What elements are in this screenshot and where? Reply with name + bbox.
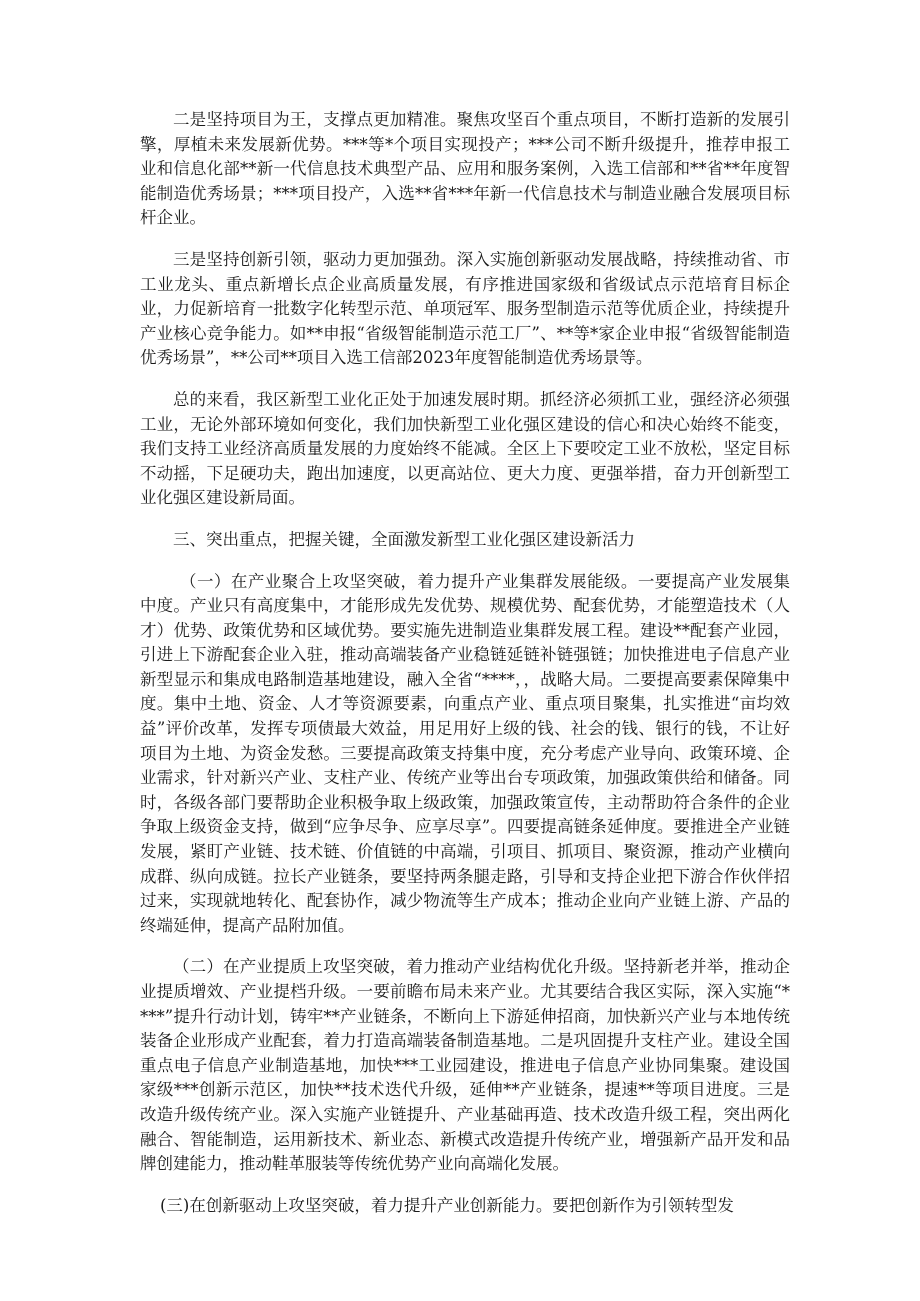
section-heading-three: 三、突出重点，把握关键，全面激发新型工业化强区建设新活力 (173, 529, 635, 549)
paragraph-innovation-lead: 三是坚持创新引领，驱动力更加强劲。深入实施创新驱动发展战略，持续推动省、市工业龙头、重点新增长点企业高质量发展，有序推进国家级和省级试点示范培育目标企业，力促新培育一批数字化转型示范、单项冠军、服务型制造示范等优质企业，持续提升产业核心竞争能力。如**申报“省级智能制造示范工厂”、**等*家企业申报“省级智能制造优秀场景”，**公司**项目入选工信部2023年度智能制造优秀场景等。 (140, 249, 790, 368)
paragraph-innovation-drive: (三)在创新驱动上攻坚突破，着力提升产业创新能力。要把创新作为引领转型发 (160, 1195, 734, 1215)
paragraph-industry-aggregation: （一）在产业聚合上攻坚突破，着力提升产业集群发展能级。一要提高产业发展集中度。产业只有高度集中，才能形成先发优势、规模优势、配套优势，才能塑造技术（人才）优势、政策优势和区域优势。要实施先进制造业集群发展工程。建设**配套产业园，引进上下游配套企业入驻，推动高端装备产业稳链延链补链强链；加快推进电子信息产业新型显示和集成电路制造基地建设，融入全省“****，，战略大局。二要提高要素保障集中度。集中土地、资金、人才等资源要素，向重点产业、重点项目聚集，扎实推进“亩均效益”评价改革，发挥专项债最大效益，用足用好上级的钱、社会的钱、银行的钱，不让好项目为土地、为资金发愁。三要提高政策支持集中度，充分考虑产业导向、政策环境、企业需求，针对新兴产业、支柱产业、传统产业等出台专项政策，加强政策供给和储备。同时，各级各部门要帮助企业积极争取上级政策，加强政策宣传，主动帮助符合条件的企业争取上级资金支持，做到“应争尽争、应享尽享”。四要提高链条延伸度。要推进全产业链发展，紧盯产业链、技术链、价值链的中高端，引项目、抓项目、聚资源，推动产业横向成群、纵向成链。拉长产业链条，要坚持两条腿走路，引导和支持企业把下游合作伙伴招过来，实现就地转化、配套协作，减少物流等生产成本；推动企业向产业链上游、产品的终端延伸，提高产品附加值。 (140, 571, 790, 935)
paragraph-summary: 总的来看，我区新型工业化正处于加速发展时期。抓经济必须抓工业，强经济必须强工业，无论外部环境如何变化，我们加快新型工业化强区建设的信心和决心始终不能变，我们支持工业经济高质量发展的力度始终不能减。全区上下要咬定工业不放松，坚定目标不动摇，下足硬功夫，跑出加速度，以更高站位、更大力度、更强举措，奋力开创新型工业化强区建设新局面。 (140, 389, 790, 508)
paragraph-project-priority: 二是坚持项目为王，支撑点更加精准。聚焦攻坚百个重点项目，不断打造新的发展引擎，厚植未来发展新优势。***等*个项目实现投产；***公司不断升级提升，推荐申报工业和信息化部**新一代信息技术典型产品、应用和服务案例，入选工信部和**省**年度智能制造优秀场景；***项目投产，入选**省***年新一代信息技术与制造业融合发展项目标杆企业。 (140, 110, 790, 228)
paragraph-industry-upgrade: （二）在产业提质上攻坚突破，着力推动产业结构优化升级。坚持新老并举，推动企业提质增效、产业提档升级。一要前瞻布局未来产业。尤其要结合我区实际，深入实施“****”提升行动计划，铸牢**产业链条，不断向上下游延伸招商，加快新兴产业与本地传统装备企业形成产业配套，着力打造高端装备制造基地。二是巩固提升支柱产业。建设全国重点电子信息产业制造基地，加快***工业园建设，推进电子信息产业协同集聚。建设国家级***创新示范区，加快**技术迭代升级，延伸**产业链条，提速**等项目进度。三是改造升级传统产业。深入实施产业链提升、产业基础再造、技术改造升级工程，突出两化融合、智能制造，运用新技术、新业态、新模式改造提升传统产业，增强新产品开发和品牌创建能力，推动鞋革服装等传统优势产业向高端化发展。 (140, 957, 790, 1174)
document-page (140, 108, 790, 1235)
